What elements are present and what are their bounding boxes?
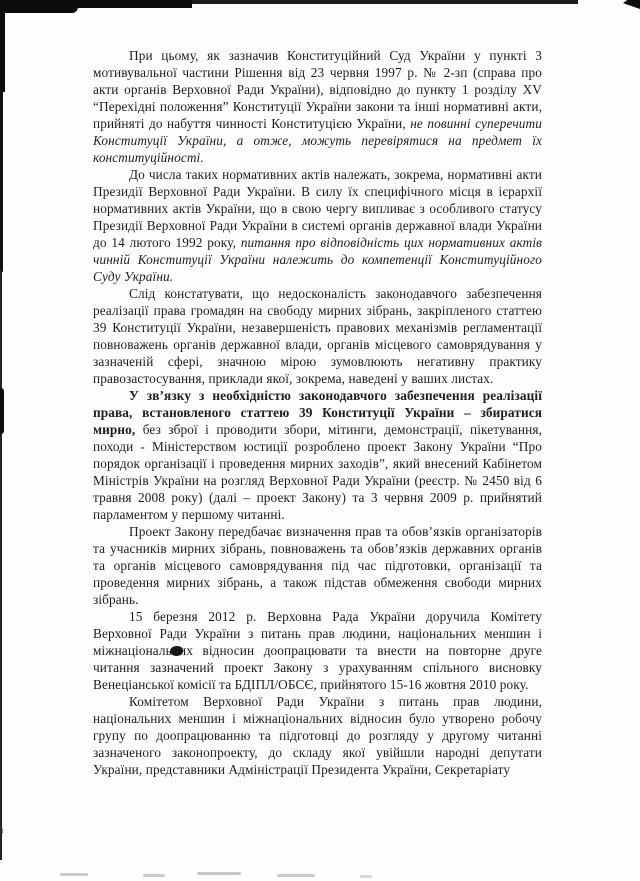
paragraph (93, 608, 542, 693)
paragraph (93, 285, 542, 387)
text-run: 15 березня 2012 р. Верховна Рада України доручила Комітету Верховної Ради України з питань прав людини, національних меншин і міжнаціональних відносин доопрацювати та внести на повторне друге читання зазначений проект Закону з урахуванням спільного висновку Венеціанської комісії та БДІПЛ/ОБСЄ, прийнятого 15-16 жовтня 2010 року. (93, 609, 542, 692)
scan-artifact-top-right-corner (623, 0, 640, 9)
text-run: При цьому, як зазначив Конституційний Суд України у пункті 3 мотивувальної частини Рішення від 23 червня 1997 р. № 2-зп (справа про акти органів Верховної Ради України), відповідно до пункту 1 розділу XV “Перехідні положення” Конституції України закони та інші нормативні акти, прийняті до набуття чинності Конституцією України, (93, 48, 542, 131)
text-run: питання про відповідність цих нормативних актів чинній Конституції України належить до компетенції Конституційного Суду України. (93, 235, 543, 284)
text-run: Слід констатувати, що недосконалість законодавчого забезпечення реалізації права громадян на свободу мирних зібрань, закріпленого статтею 39 Конституції України, незавершеність правових механізмів регламентації повноважень органів державної влади, органів місцевого самоврядування у зазначеній сфері, значною мірою зумовлюють негативну практику правозастосування, приклади якої, зокрема, наведені у ваших листах. (93, 286, 542, 386)
scan-artifact-bleed-smudge (0, 828, 3, 834)
scan-artifact-left-edge-strip (0, 90, 3, 272)
document-body (93, 47, 542, 778)
text-run: не повинні суперечити Конституції України, а отже, можуть перевірятися на предмет їх конституційності. (93, 116, 542, 165)
text-run: До числа таких нормативних актів належать, зокрема, нормативні акти Президії Верховної Ради України. В силу їх специфічного місця в ієрархії нормативних актів України, що в свою чергу випливає з особливого статусу Президії Верховної Ради України в системі органів державної влади України до 14 лютого 1992 року, (93, 167, 542, 250)
text-run: Проект Закону передбачає визначення прав та обов’язків організаторів та учасників мирних зібрань, повноважень та обов’язків державних органів та органів місцевого самоврядування під час підготовки, організації та проведення мирних зібрань, а також підстав обмеження свободи мирних зібрань. (93, 524, 542, 607)
paragraph (93, 523, 542, 608)
text-run: Комітетом Верховної Ради України з питань прав людини, національних меншин і міжнаціональних відносин було утворено робочу групу по доопрацюванню та підготовці до розгляду у другому читанні зазначеного законопроекту, до складу якої увійшли народні депутати України, представники Адміністрації Президента України, Секретаріату (93, 694, 542, 777)
text-run: без зброї і проводити збори, мітинги, демонстрації, пікетування, походи - Міністерством юстиції розроблено проект Закону України “Про порядок організації і проведення мирних заходів”, який внесений Кабінетом Міністрів України на розгляд Верховної Ради України (реєстр. № 2450 від 6 травня 2008 року) (далі – проект Закону) та 3 червня 2009 р. прийнятий парламентом у першому читанні. (93, 422, 542, 522)
scan-artifact-left-edge-strip (0, 0, 5, 92)
paragraph (93, 47, 542, 166)
paragraph (93, 387, 542, 523)
scan-artifact-left-edge-strip (0, 270, 2, 860)
paragraph (93, 693, 542, 778)
scan-artifact-bleed-smudge (60, 873, 88, 876)
scan-artifact-bleed-smudge (360, 875, 372, 878)
scan-artifact-bleed-smudge (143, 874, 165, 877)
scan-artifact-top-left-corner (0, 0, 78, 13)
scan-artifact-bleed-smudge (277, 874, 315, 877)
scan-artifact-bleed-smudge (197, 872, 241, 875)
paragraph (93, 166, 542, 285)
scan-artifact-left-edge-blob (0, 388, 4, 434)
text-run: У зв’язку з необхідністю законодавчого забезпечення реалізації права, встановленого статтею 39 Конституції України – збиратися мирно, (93, 388, 542, 437)
